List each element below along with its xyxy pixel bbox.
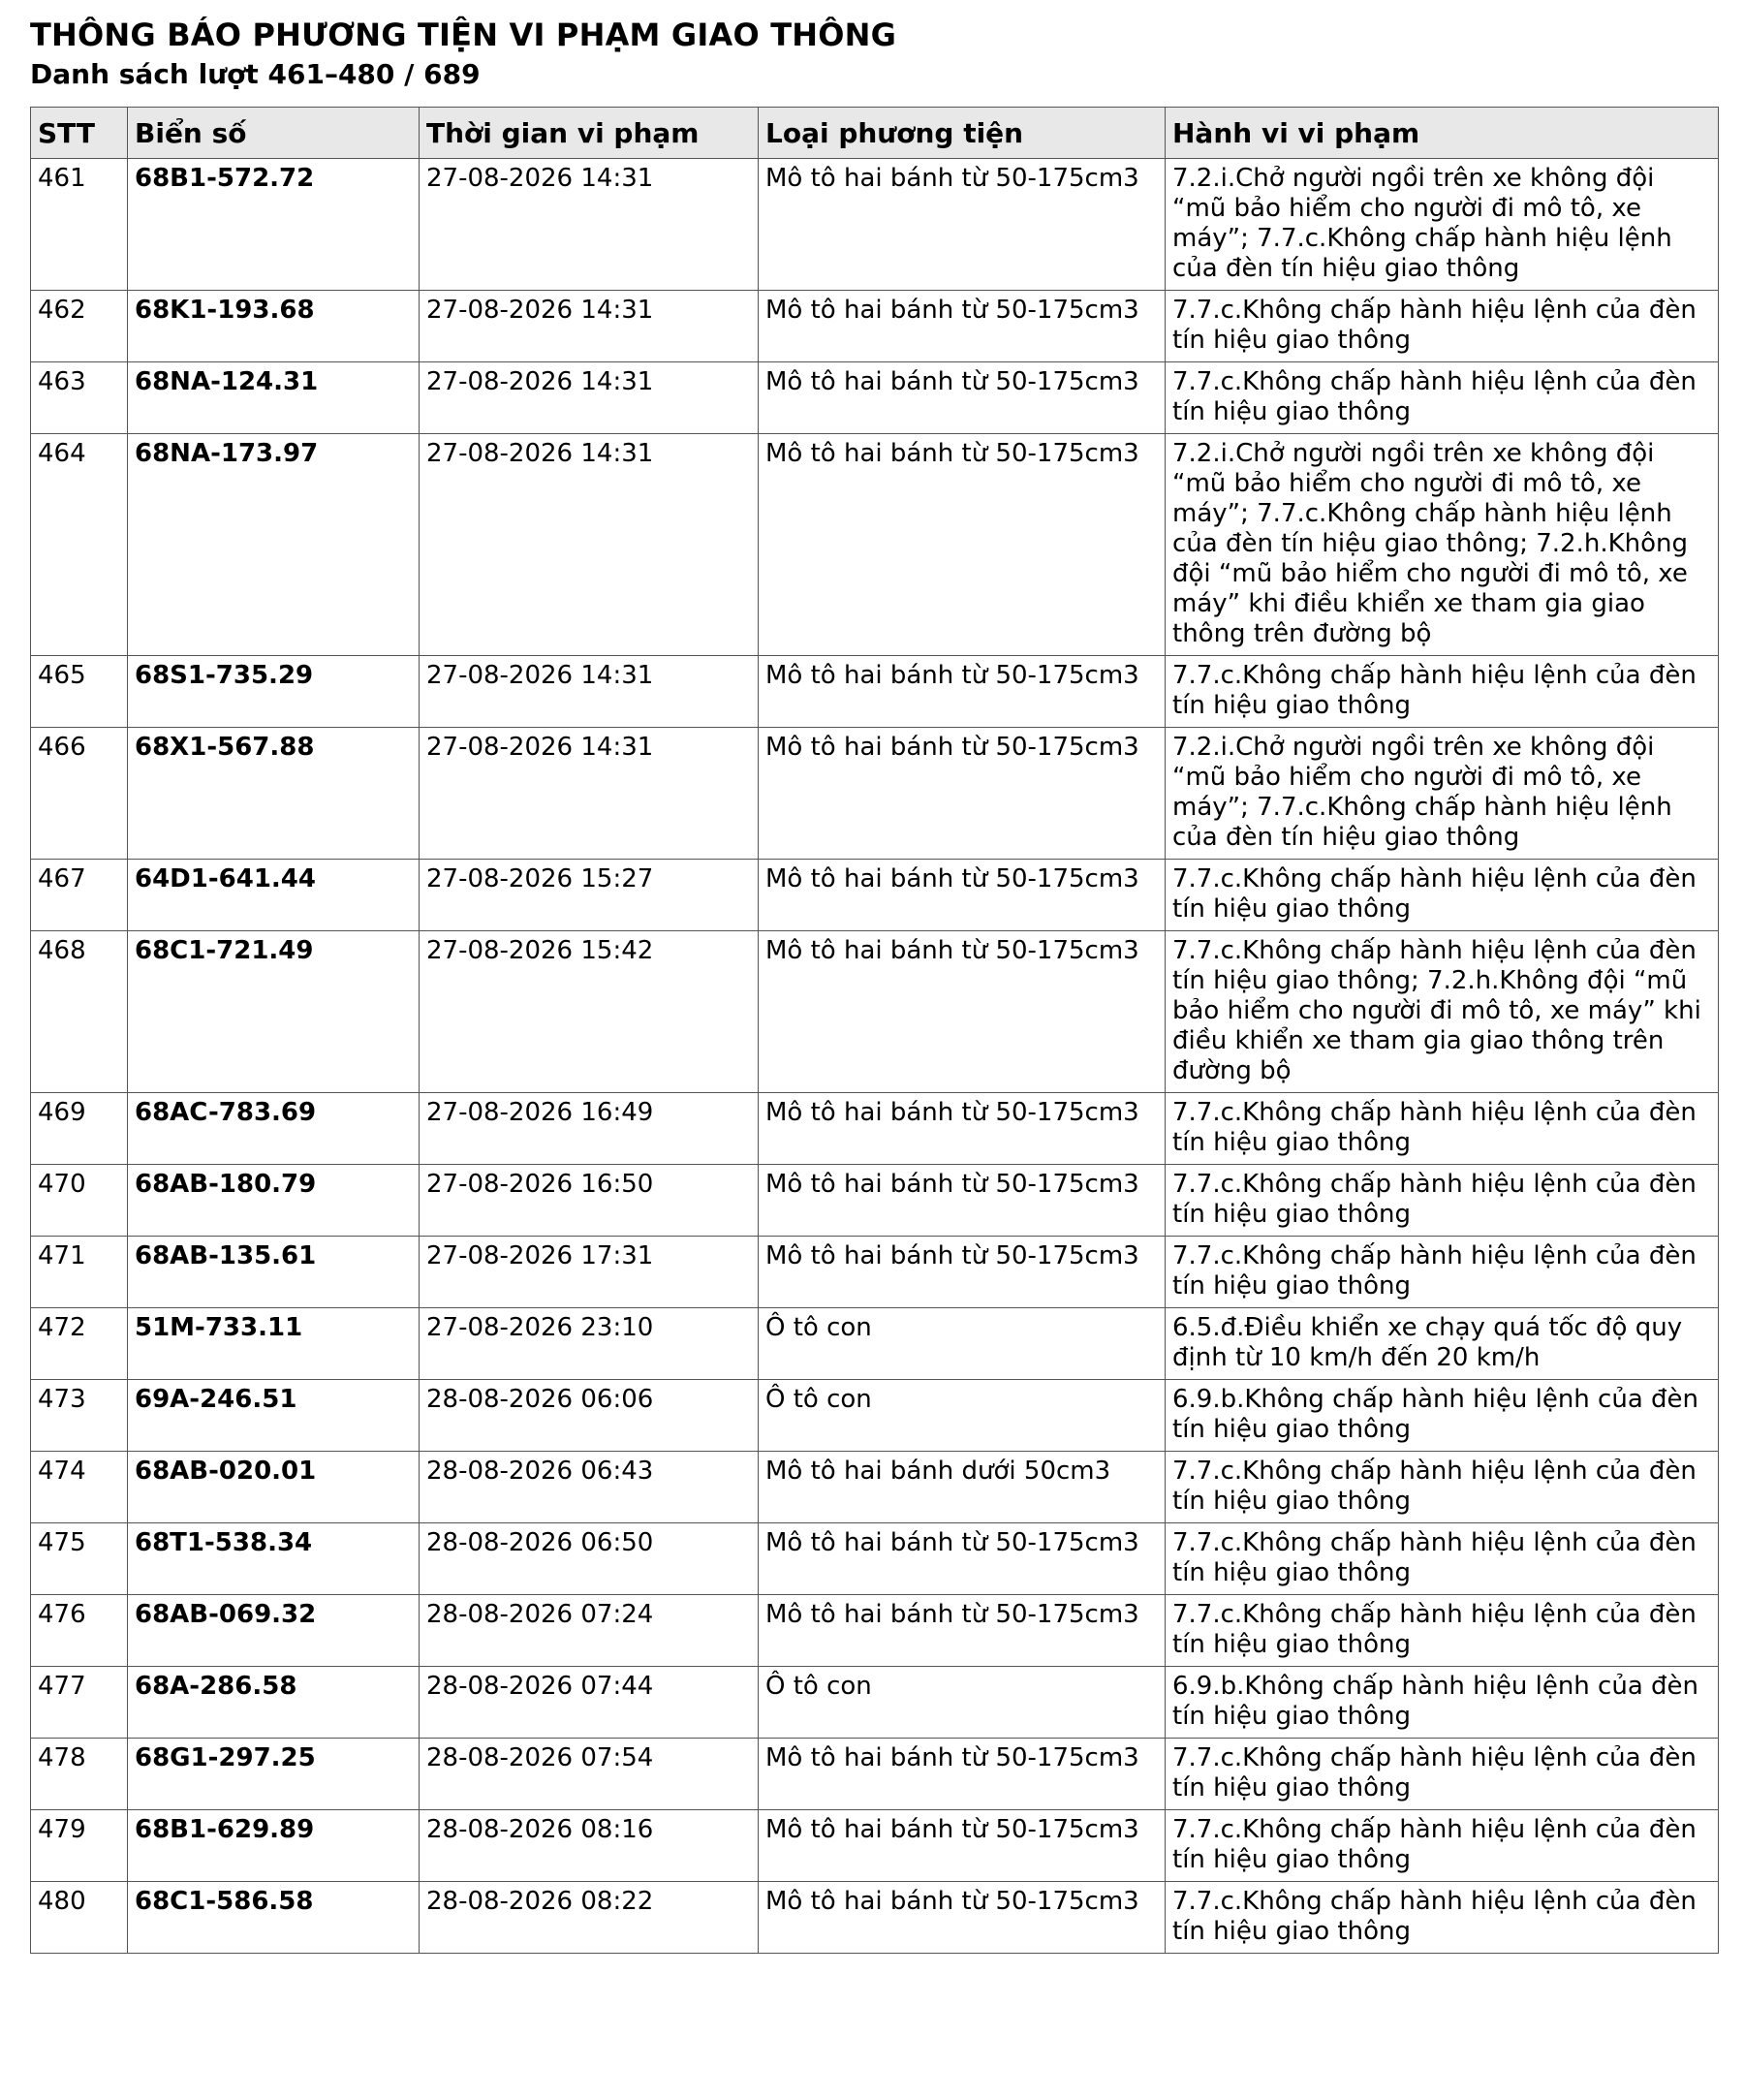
cell-time: 28-08-2026 06:50 bbox=[420, 1523, 759, 1595]
header-row bbox=[31, 108, 1719, 159]
table-row bbox=[31, 1595, 1719, 1667]
cell-vehicle: Mô tô hai bánh từ 50-175cm3 bbox=[759, 291, 1166, 362]
cell-stt: 475 bbox=[31, 1523, 128, 1595]
cell-stt: 480 bbox=[31, 1882, 128, 1954]
cell-stt: 467 bbox=[31, 860, 128, 931]
table-row bbox=[31, 1380, 1719, 1452]
cell-time: 27-08-2026 14:31 bbox=[420, 291, 759, 362]
cell-violation: 7.7.c.Không chấp hành hiệu lệnh của đèn tín hiệu giao thông bbox=[1166, 1523, 1719, 1595]
cell-stt: 472 bbox=[31, 1308, 128, 1380]
cell-stt: 471 bbox=[31, 1237, 128, 1308]
table-row bbox=[31, 1810, 1719, 1882]
cell-violation: 6.9.b.Không chấp hành hiệu lệnh của đèn tín hiệu giao thông bbox=[1166, 1380, 1719, 1452]
table-row bbox=[31, 1165, 1719, 1237]
cell-vehicle: Mô tô hai bánh từ 50-175cm3 bbox=[759, 656, 1166, 728]
cell-time: 27-08-2026 14:31 bbox=[420, 362, 759, 434]
cell-violation: 7.7.c.Không chấp hành hiệu lệnh của đèn tín hiệu giao thông bbox=[1166, 1165, 1719, 1237]
cell-stt: 463 bbox=[31, 362, 128, 434]
cell-time: 27-08-2026 14:31 bbox=[420, 728, 759, 860]
cell-violation: 7.7.c.Không chấp hành hiệu lệnh của đèn tín hiệu giao thông bbox=[1166, 656, 1719, 728]
cell-time: 27-08-2026 23:10 bbox=[420, 1308, 759, 1380]
cell-plate: 68A-286.58 bbox=[128, 1667, 420, 1739]
cell-plate: 68C1-721.49 bbox=[128, 931, 420, 1093]
cell-plate: 68T1-538.34 bbox=[128, 1523, 420, 1595]
cell-vehicle: Mô tô hai bánh từ 50-175cm3 bbox=[759, 434, 1166, 656]
table-row bbox=[31, 931, 1719, 1093]
table-row bbox=[31, 1237, 1719, 1308]
cell-vehicle: Mô tô hai bánh từ 50-175cm3 bbox=[759, 1595, 1166, 1667]
cell-vehicle: Mô tô hai bánh từ 50-175cm3 bbox=[759, 728, 1166, 860]
table-body bbox=[31, 159, 1719, 1954]
table-row bbox=[31, 1523, 1719, 1595]
cell-time: 27-08-2026 14:31 bbox=[420, 434, 759, 656]
cell-stt: 473 bbox=[31, 1380, 128, 1452]
column-header-plate: Biển số bbox=[128, 108, 420, 159]
cell-time: 28-08-2026 06:43 bbox=[420, 1452, 759, 1523]
cell-stt: 462 bbox=[31, 291, 128, 362]
cell-plate: 68AC-783.69 bbox=[128, 1093, 420, 1165]
cell-plate: 69A-246.51 bbox=[128, 1380, 420, 1452]
cell-vehicle: Mô tô hai bánh từ 50-175cm3 bbox=[759, 1810, 1166, 1882]
cell-time: 27-08-2026 14:31 bbox=[420, 656, 759, 728]
cell-violation: 7.7.c.Không chấp hành hiệu lệnh của đèn tín hiệu giao thông bbox=[1166, 1810, 1719, 1882]
cell-violation: 7.7.c.Không chấp hành hiệu lệnh của đèn tín hiệu giao thông bbox=[1166, 860, 1719, 931]
cell-plate: 68NA-173.97 bbox=[128, 434, 420, 656]
cell-violation: 7.7.c.Không chấp hành hiệu lệnh của đèn tín hiệu giao thông bbox=[1166, 1882, 1719, 1954]
cell-violation: 7.7.c.Không chấp hành hiệu lệnh của đèn tín hiệu giao thông bbox=[1166, 1093, 1719, 1165]
cell-stt: 466 bbox=[31, 728, 128, 860]
cell-plate: 68AB-135.61 bbox=[128, 1237, 420, 1308]
table-row bbox=[31, 434, 1719, 656]
cell-plate: 68B1-629.89 bbox=[128, 1810, 420, 1882]
cell-plate: 68NA-124.31 bbox=[128, 362, 420, 434]
cell-violation: 7.7.c.Không chấp hành hiệu lệnh của đèn tín hiệu giao thông bbox=[1166, 1595, 1719, 1667]
cell-plate: 68AB-180.79 bbox=[128, 1165, 420, 1237]
cell-time: 27-08-2026 17:31 bbox=[420, 1237, 759, 1308]
table-row bbox=[31, 1882, 1719, 1954]
cell-stt: 468 bbox=[31, 931, 128, 1093]
document-title: THÔNG BÁO PHƯƠNG TIỆN VI PHẠM GIAO THÔNG bbox=[30, 16, 897, 53]
table-row bbox=[31, 1667, 1719, 1739]
cell-plate: 51M-733.11 bbox=[128, 1308, 420, 1380]
cell-vehicle: Ô tô con bbox=[759, 1380, 1166, 1452]
table-row bbox=[31, 860, 1719, 931]
column-header-stt: STT bbox=[31, 108, 128, 159]
cell-stt: 476 bbox=[31, 1595, 128, 1667]
cell-vehicle: Mô tô hai bánh từ 50-175cm3 bbox=[759, 1237, 1166, 1308]
table-row bbox=[31, 291, 1719, 362]
column-header-time: Thời gian vi phạm bbox=[420, 108, 759, 159]
cell-plate: 68K1-193.68 bbox=[128, 291, 420, 362]
table-row bbox=[31, 159, 1719, 291]
cell-plate: 68S1-735.29 bbox=[128, 656, 420, 728]
table-row bbox=[31, 1093, 1719, 1165]
cell-vehicle: Mô tô hai bánh từ 50-175cm3 bbox=[759, 1882, 1166, 1954]
cell-plate: 64D1-641.44 bbox=[128, 860, 420, 931]
cell-plate: 68AB-069.32 bbox=[128, 1595, 420, 1667]
document-subtitle: Danh sách lượt 461–480 / 689 bbox=[30, 58, 481, 90]
cell-time: 28-08-2026 08:22 bbox=[420, 1882, 759, 1954]
cell-time: 27-08-2026 15:42 bbox=[420, 931, 759, 1093]
cell-time: 27-08-2026 14:31 bbox=[420, 159, 759, 291]
violations-table bbox=[30, 107, 1719, 1954]
table-row bbox=[31, 1308, 1719, 1380]
cell-vehicle: Mô tô hai bánh từ 50-175cm3 bbox=[759, 1165, 1166, 1237]
table-row bbox=[31, 362, 1719, 434]
cell-vehicle: Mô tô hai bánh dưới 50cm3 bbox=[759, 1452, 1166, 1523]
column-header-vehicle: Loại phương tiện bbox=[759, 108, 1166, 159]
cell-time: 28-08-2026 08:16 bbox=[420, 1810, 759, 1882]
cell-violation: 7.7.c.Không chấp hành hiệu lệnh của đèn tín hiệu giao thông bbox=[1166, 1237, 1719, 1308]
column-header-violation: Hành vi vi phạm bbox=[1166, 108, 1719, 159]
cell-vehicle: Mô tô hai bánh từ 50-175cm3 bbox=[759, 1523, 1166, 1595]
cell-vehicle: Mô tô hai bánh từ 50-175cm3 bbox=[759, 931, 1166, 1093]
cell-violation: 6.9.b.Không chấp hành hiệu lệnh của đèn tín hiệu giao thông bbox=[1166, 1667, 1719, 1739]
table-row bbox=[31, 656, 1719, 728]
cell-vehicle: Mô tô hai bánh từ 50-175cm3 bbox=[759, 860, 1166, 931]
cell-stt: 465 bbox=[31, 656, 128, 728]
cell-violation: 6.5.đ.Điều khiển xe chạy quá tốc độ quy định từ 10 km/h đến 20 km/h bbox=[1166, 1308, 1719, 1380]
cell-violation: 7.7.c.Không chấp hành hiệu lệnh của đèn tín hiệu giao thông bbox=[1166, 291, 1719, 362]
cell-violation: 7.7.c.Không chấp hành hiệu lệnh của đèn tín hiệu giao thông bbox=[1166, 1739, 1719, 1810]
cell-time: 28-08-2026 07:54 bbox=[420, 1739, 759, 1810]
cell-vehicle: Mô tô hai bánh từ 50-175cm3 bbox=[759, 362, 1166, 434]
table-header bbox=[31, 108, 1719, 159]
cell-plate: 68C1-586.58 bbox=[128, 1882, 420, 1954]
cell-vehicle: Ô tô con bbox=[759, 1308, 1166, 1380]
cell-stt: 469 bbox=[31, 1093, 128, 1165]
cell-time: 28-08-2026 07:24 bbox=[420, 1595, 759, 1667]
cell-stt: 461 bbox=[31, 159, 128, 291]
cell-vehicle: Mô tô hai bánh từ 50-175cm3 bbox=[759, 1093, 1166, 1165]
cell-violation: 7.7.c.Không chấp hành hiệu lệnh của đèn tín hiệu giao thông; 7.2.h.Không đội “mũ bảo hiểm cho người đi mô tô, xe máy” khi điều khiển xe tham gia giao thông trên đường bộ bbox=[1166, 931, 1719, 1093]
cell-violation: 7.7.c.Không chấp hành hiệu lệnh của đèn tín hiệu giao thông bbox=[1166, 1452, 1719, 1523]
cell-stt: 477 bbox=[31, 1667, 128, 1739]
cell-vehicle: Mô tô hai bánh từ 50-175cm3 bbox=[759, 1739, 1166, 1810]
cell-violation: 7.2.i.Chở người ngồi trên xe không đội “mũ bảo hiểm cho người đi mô tô, xe máy”; 7.7.c.Không chấp hành hiệu lệnh của đèn tín hiệu giao thông; 7.2.h.Không đội “mũ bảo hiểm cho người đi mô tô, xe máy” khi điều khiển xe tham gia giao thông trên đường bộ bbox=[1166, 434, 1719, 656]
cell-plate: 68G1-297.25 bbox=[128, 1739, 420, 1810]
cell-time: 27-08-2026 16:49 bbox=[420, 1093, 759, 1165]
cell-violation: 7.7.c.Không chấp hành hiệu lệnh của đèn tín hiệu giao thông bbox=[1166, 362, 1719, 434]
table-row bbox=[31, 1739, 1719, 1810]
cell-violation: 7.2.i.Chở người ngồi trên xe không đội “mũ bảo hiểm cho người đi mô tô, xe máy”; 7.7.c.Không chấp hành hiệu lệnh của đèn tín hiệu giao thông bbox=[1166, 728, 1719, 860]
cell-stt: 474 bbox=[31, 1452, 128, 1523]
cell-vehicle: Mô tô hai bánh từ 50-175cm3 bbox=[759, 159, 1166, 291]
cell-plate: 68X1-567.88 bbox=[128, 728, 420, 860]
table-row bbox=[31, 728, 1719, 860]
cell-time: 27-08-2026 16:50 bbox=[420, 1165, 759, 1237]
cell-plate: 68B1-572.72 bbox=[128, 159, 420, 291]
cell-stt: 478 bbox=[31, 1739, 128, 1810]
cell-time: 28-08-2026 07:44 bbox=[420, 1667, 759, 1739]
cell-violation: 7.2.i.Chở người ngồi trên xe không đội “mũ bảo hiểm cho người đi mô tô, xe máy”; 7.7.c.Không chấp hành hiệu lệnh của đèn tín hiệu giao thông bbox=[1166, 159, 1719, 291]
cell-stt: 464 bbox=[31, 434, 128, 656]
table-row bbox=[31, 1452, 1719, 1523]
cell-stt: 470 bbox=[31, 1165, 128, 1237]
cell-plate: 68AB-020.01 bbox=[128, 1452, 420, 1523]
cell-vehicle: Ô tô con bbox=[759, 1667, 1166, 1739]
cell-stt: 479 bbox=[31, 1810, 128, 1882]
cell-time: 28-08-2026 06:06 bbox=[420, 1380, 759, 1452]
cell-time: 27-08-2026 15:27 bbox=[420, 860, 759, 931]
